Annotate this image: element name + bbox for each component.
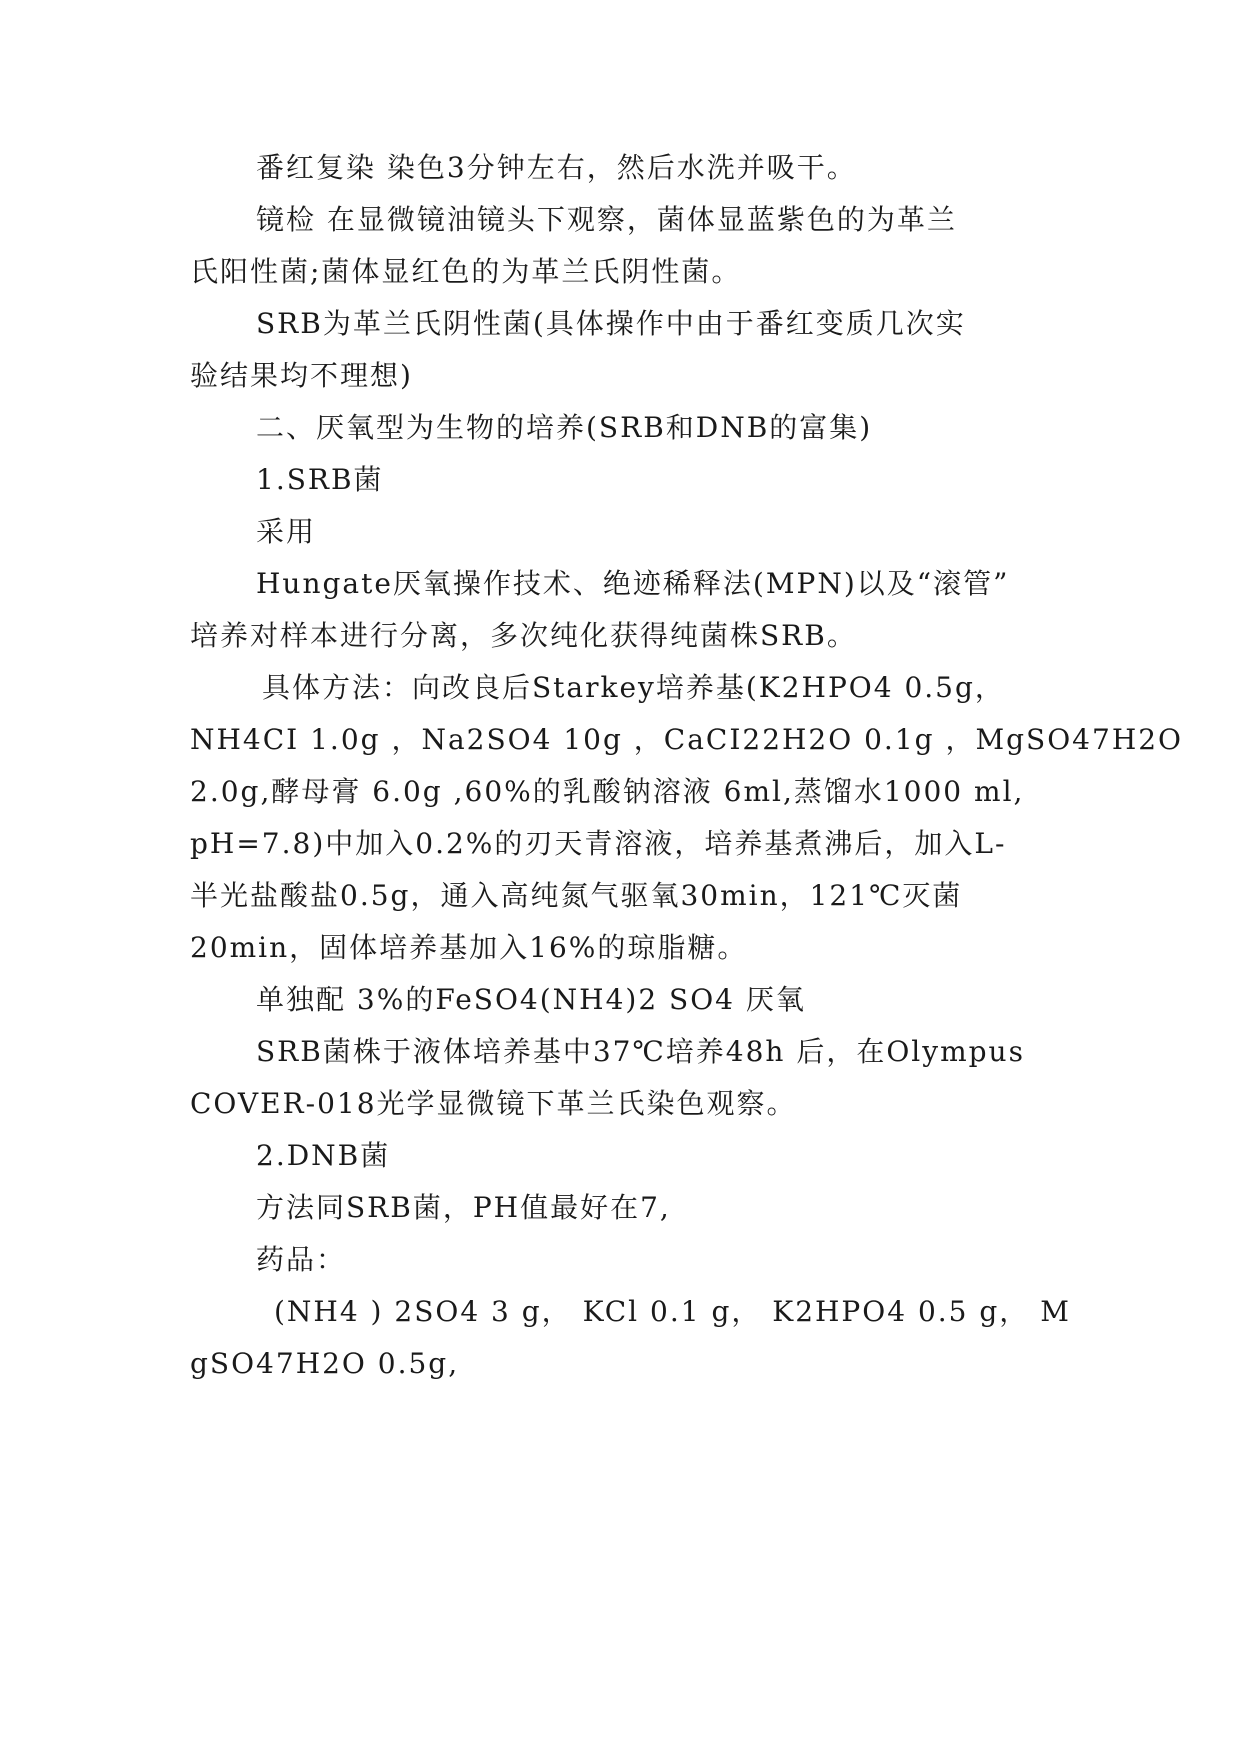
text-line: 镜检 在显微镜油镜头下观察，菌体显蓝紫色的为革兰 bbox=[256, 203, 957, 236]
text-line: 氏阳性菌;菌体显红色的为革兰氏阴性菌。 bbox=[190, 255, 742, 288]
text-line: 单独配 3%的FeSO4(NH4)2 SO4 厌氧 bbox=[256, 983, 806, 1016]
text-line: 验结果均不理想) bbox=[190, 359, 413, 392]
text-line: NH4CI 1.0g ，Na2SO4 10g ，CaCI22H2O 0.1g ，MgSO47H2O bbox=[190, 723, 1184, 756]
text-line: 方法同SRB菌，PH值最好在7, bbox=[256, 1191, 671, 1224]
text-line: 具体方法：向改良后Starkey培养基(K2HPO4 0.5g， bbox=[262, 671, 1005, 704]
text-line: Hungate厌氧操作技术、绝迹稀释法(MPN)以及“滚管” bbox=[256, 567, 1010, 600]
text-line: gSO47H2O 0.5g, bbox=[190, 1347, 460, 1380]
subsection-heading: 1.SRB菌 bbox=[256, 463, 384, 496]
text-line: 采用 bbox=[256, 515, 317, 548]
text-line: 2.0g,酵母膏 6.0g ,60%的乳酸钠溶液 6ml,蒸馏水1000 ml, bbox=[190, 775, 1025, 808]
text-line: pH=7.8)中加入0.2%的刃天青溶液，培养基煮沸后，加入L- bbox=[190, 827, 1007, 860]
text-line: 20min，固体培养基加入16%的琼脂糖。 bbox=[190, 931, 748, 964]
section-heading: 二、厌氧型为生物的培养(SRB和DNB的富集) bbox=[256, 411, 873, 444]
text-line: 半光盐酸盐0.5g，通入高纯氮气驱氧30min，121℃灭菌 bbox=[190, 879, 963, 912]
text-line: COVER-018光学显微镜下革兰氏染色观察。 bbox=[190, 1087, 797, 1120]
subsection-heading: 2.DNB菌 bbox=[256, 1139, 391, 1172]
text-line: 培养对样本进行分离，多次纯化获得纯菌株SRB。 bbox=[190, 619, 857, 652]
text-line: SRB为革兰氏阴性菌(具体操作中由于番红变质几次实 bbox=[256, 307, 966, 340]
text-line: 药品： bbox=[256, 1243, 347, 1276]
text-line: SRB菌株于液体培养基中37℃培养48h 后，在Olympus bbox=[256, 1035, 1025, 1068]
text-line: (NH4 ) 2SO4 3 g， KCl 0.1 g， K2HPO4 0.5 g， M bbox=[274, 1295, 1071, 1328]
text-line: 番红复染 染色3分钟左右，然后水洗并吸干。 bbox=[256, 151, 857, 184]
